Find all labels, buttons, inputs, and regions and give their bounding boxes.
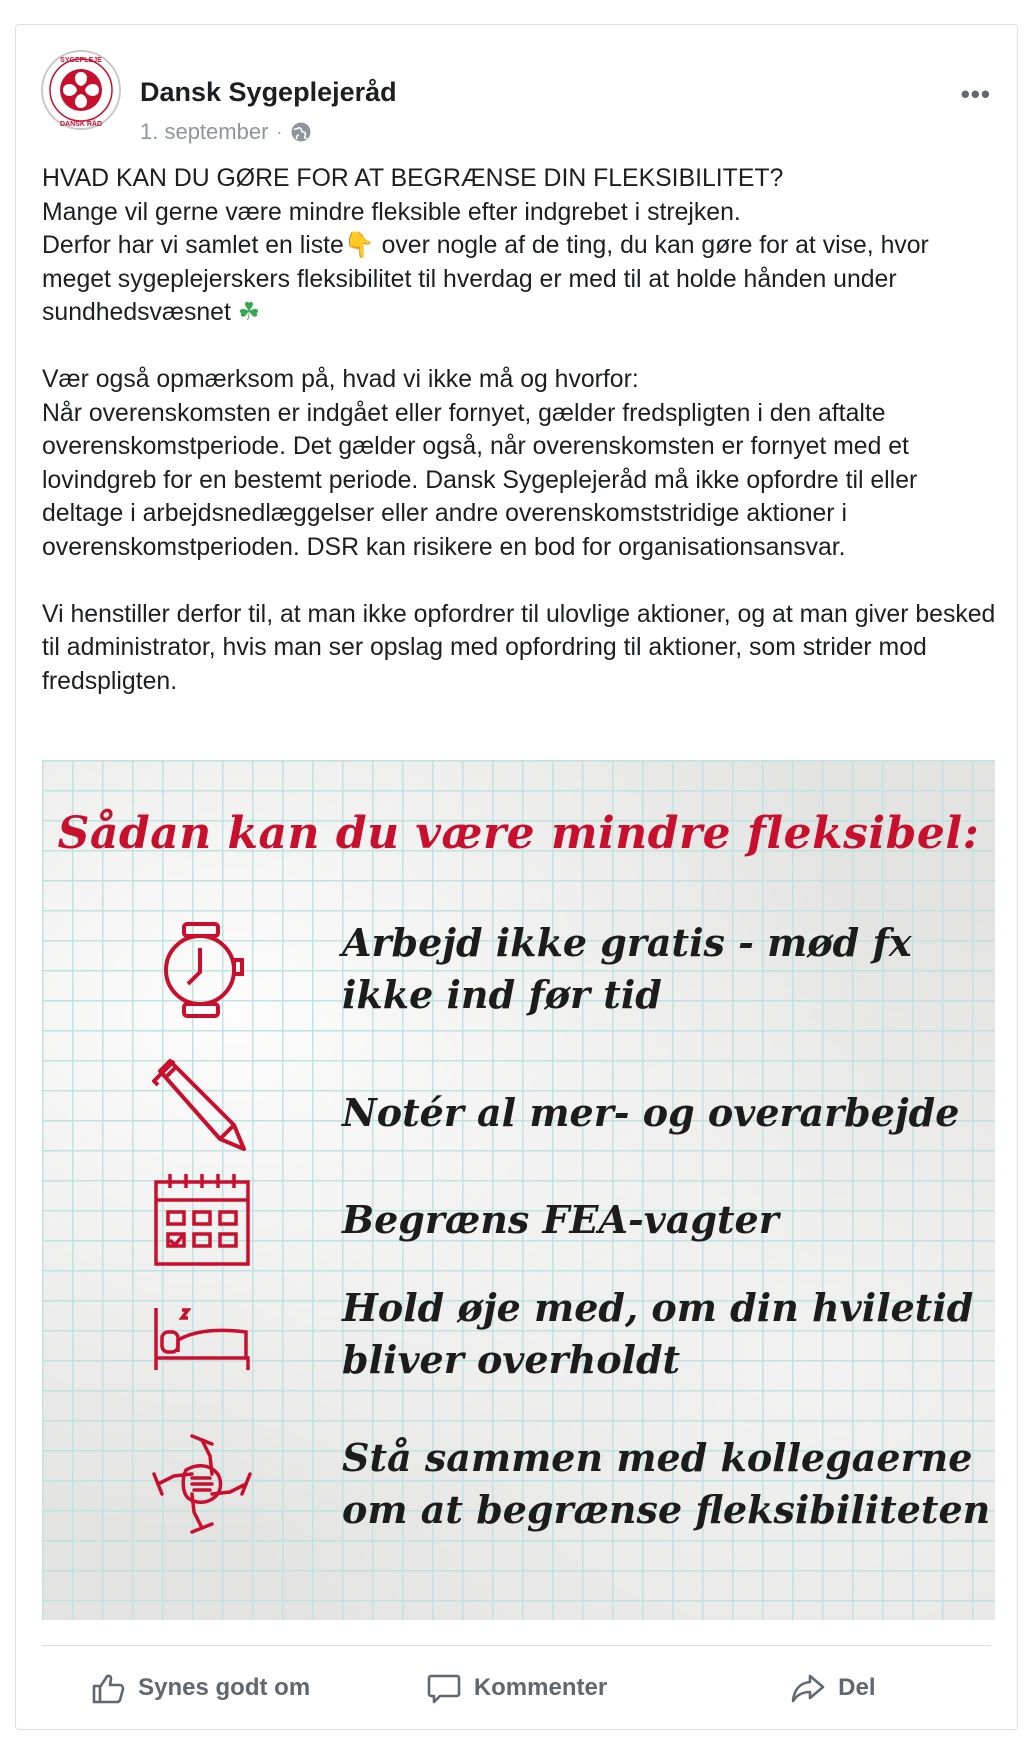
watch-icon bbox=[152, 920, 252, 1020]
comment-label: Kommenter bbox=[473, 1674, 608, 1701]
post-line-part: over nogle af de ting, du kan gøre for at vise, hvor meget sygeplejerskers fleksibilitet til hverdag er med til at holde hånden under sundhedsvæsnet bbox=[42, 232, 929, 326]
page-name-link[interactable]: Dansk Sygeplejeråd bbox=[140, 77, 397, 107]
poster-item-line: om at begrænse fleksibiliteten bbox=[342, 1487, 991, 1532]
poster-item bbox=[152, 1430, 991, 1550]
post-text bbox=[42, 162, 997, 698]
post-meta bbox=[140, 119, 312, 145]
globe-icon bbox=[290, 121, 312, 143]
share-icon bbox=[790, 1670, 826, 1706]
bed-icon bbox=[152, 1280, 252, 1380]
post-line: Vær også opmærksom på, hvad vi ikke må og hvorfor: bbox=[42, 366, 639, 393]
thumbs-up-icon bbox=[90, 1670, 126, 1706]
poster-item-line: Begræns FEA-vagter bbox=[342, 1197, 779, 1242]
hands-together-icon bbox=[152, 1434, 252, 1534]
post-line bbox=[42, 229, 997, 330]
actions-divider bbox=[42, 1645, 991, 1646]
meta-separator: · bbox=[276, 121, 283, 142]
page-avatar[interactable] bbox=[40, 49, 122, 131]
poster-item bbox=[152, 915, 972, 1025]
post-heading-line: HVAD KAN DU GØRE FOR AT BEGRÆNSE DIN FLEKSIBILITET? bbox=[42, 165, 784, 192]
share-button[interactable] bbox=[675, 1653, 991, 1723]
calendar-icon bbox=[152, 1170, 252, 1270]
post-header bbox=[40, 49, 993, 144]
post-paragraph: Når overenskomsten er indgået eller fornyet, gælder fredspligten i den aftalte overenskomstperiode. Det gælder også, når overenskomsten er fornyet med et lovindgreb for en bestemt periode. Dansk Sygeplejeråd må ikke opfordre til eller deltage i arbejdsnedlæggelser eller andre overenskomststridige aktioner i overenskomstperioden. DSR kan risikere en bod for organisationsansvar. bbox=[42, 399, 918, 561]
comment-button[interactable] bbox=[358, 1653, 674, 1723]
share-label: Del bbox=[838, 1674, 876, 1701]
like-button[interactable] bbox=[42, 1653, 358, 1723]
post-image[interactable] bbox=[42, 760, 995, 1620]
post-date-link[interactable]: 1. september bbox=[140, 119, 269, 144]
poster-item-line: Hold øje med, om din hviletid bbox=[342, 1285, 974, 1330]
poster-item-line: Notér al mer- og overarbejde bbox=[342, 1090, 960, 1135]
avatar-text-bottom: DANSK RÅD bbox=[60, 121, 102, 128]
poster-item bbox=[152, 1170, 972, 1270]
post-line-part: Derfor har vi samlet en liste bbox=[42, 232, 344, 259]
post-card bbox=[15, 24, 1018, 1730]
post-paragraph: Vi henstiller derfor til, at man ikke opfordrer til ulovlige aktioner, og at man giver besked til administrator, hvis man ser opslag med opfordring til aktioner, som strider mod fredspligten. bbox=[42, 600, 996, 695]
like-label: Synes godt om bbox=[138, 1674, 311, 1701]
pointing-down-icon: 👇 bbox=[343, 232, 375, 259]
more-options-button[interactable]: ••• bbox=[960, 79, 991, 109]
comment-icon bbox=[426, 1670, 462, 1706]
avatar-text-top: SYGEPLEJE bbox=[60, 57, 102, 64]
clover-icon: ☘ bbox=[237, 299, 260, 326]
poster-item bbox=[152, 1280, 972, 1400]
post-actions bbox=[42, 1653, 991, 1723]
poster-item-line: ikke ind før tid bbox=[342, 972, 662, 1017]
post-line: Mange vil gerne være mindre fleksible efter indgrebet i strejken. bbox=[42, 198, 741, 226]
poster-item-line: Arbejd ikke gratis - mød fx bbox=[342, 920, 912, 965]
poster-item-line: bliver overholdt bbox=[342, 1337, 681, 1382]
poster-item bbox=[152, 1055, 972, 1155]
poster-title: Sådan kan du være mindre fleksibel: bbox=[57, 808, 980, 859]
poster-item-line: Stå sammen med kollegaerne bbox=[342, 1435, 973, 1480]
pencil-icon bbox=[152, 1055, 252, 1155]
